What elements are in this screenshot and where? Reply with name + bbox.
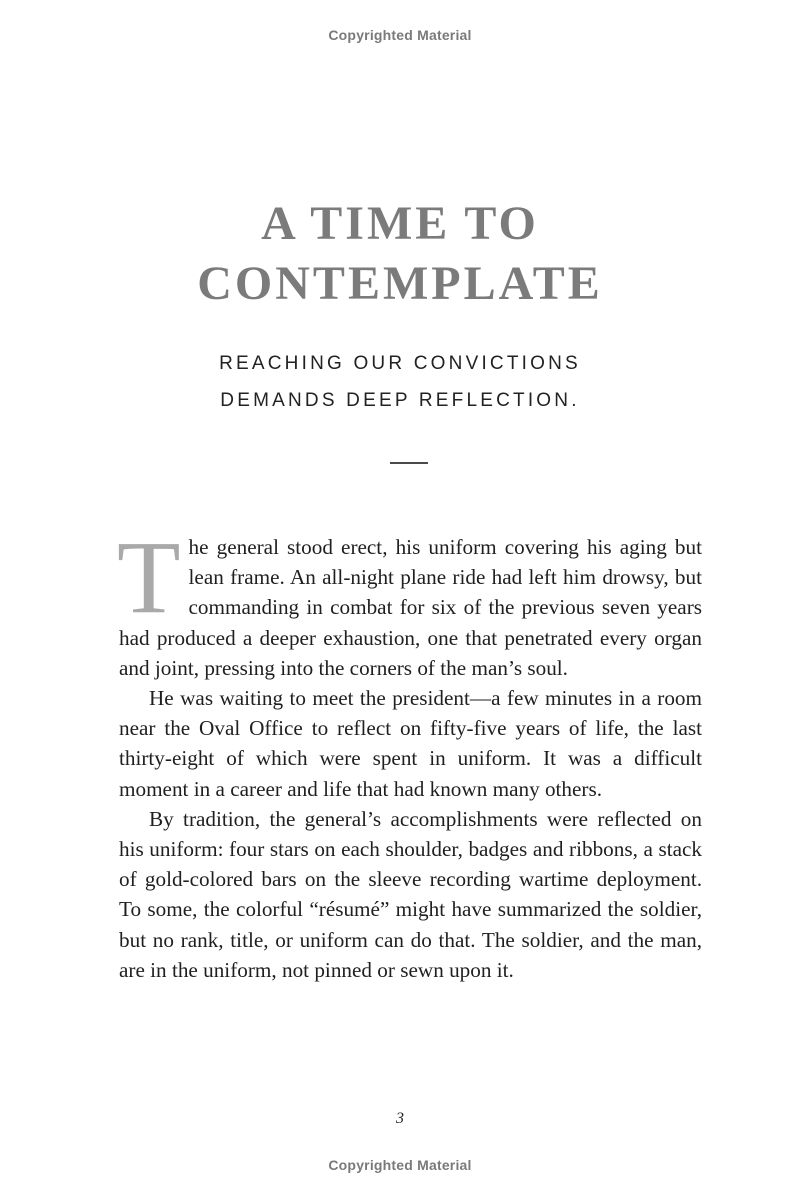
paragraph-1-text: he general stood erect, his uniform covering his aging but lean frame. An all-night plane ride had left him drowsy, but commanding in combat for six of the previous seven years had produced a deeper exhaustion, one that penetrated every organ and joint, pressing into the corners of the man’s soul. (119, 535, 702, 680)
chapter-title-line-2: CONTEMPLATE (197, 257, 603, 310)
chapter-subtitle (0, 345, 800, 419)
page-number: 3 (396, 1110, 404, 1127)
drop-cap: T (117, 520, 181, 635)
chapter-subtitle-line-2: DEMANDS DEEP REFLECTION. (220, 390, 580, 411)
chapter-body (117, 520, 702, 985)
chapter-title (0, 194, 800, 314)
chapter-title-line-1: A TIME TO (261, 197, 539, 250)
paragraph-3: By tradition, the general’s accomplishments were reflected on his uniform: four stars on each shoulder, badges and ribbons, a stack of gold-colored bars on the sleeve recording wartime deployment. To some, the colorful “résumé” might have summarized the soldier, but no rank, title, or uniform can do that. The soldier, and the man, are in the uniform, not pinned or sewn upon it. (119, 806, 702, 982)
chapter-subtitle-line-1: REACHING OUR CONVICTIONS (219, 353, 581, 374)
section-divider (390, 462, 428, 464)
copyright-watermark-bottom: Copyrighted Material (328, 1157, 472, 1173)
paragraph-1 (117, 520, 702, 683)
copyright-watermark-top: Copyrighted Material (328, 27, 472, 43)
paragraph-2: He was waiting to meet the president—a few minutes in a room near the Oval Office to reflect on fifty-five years of life, the last thirty-eight of which were spent in uniform. It was a difficult moment in a career and life that had known many others. (119, 686, 702, 801)
